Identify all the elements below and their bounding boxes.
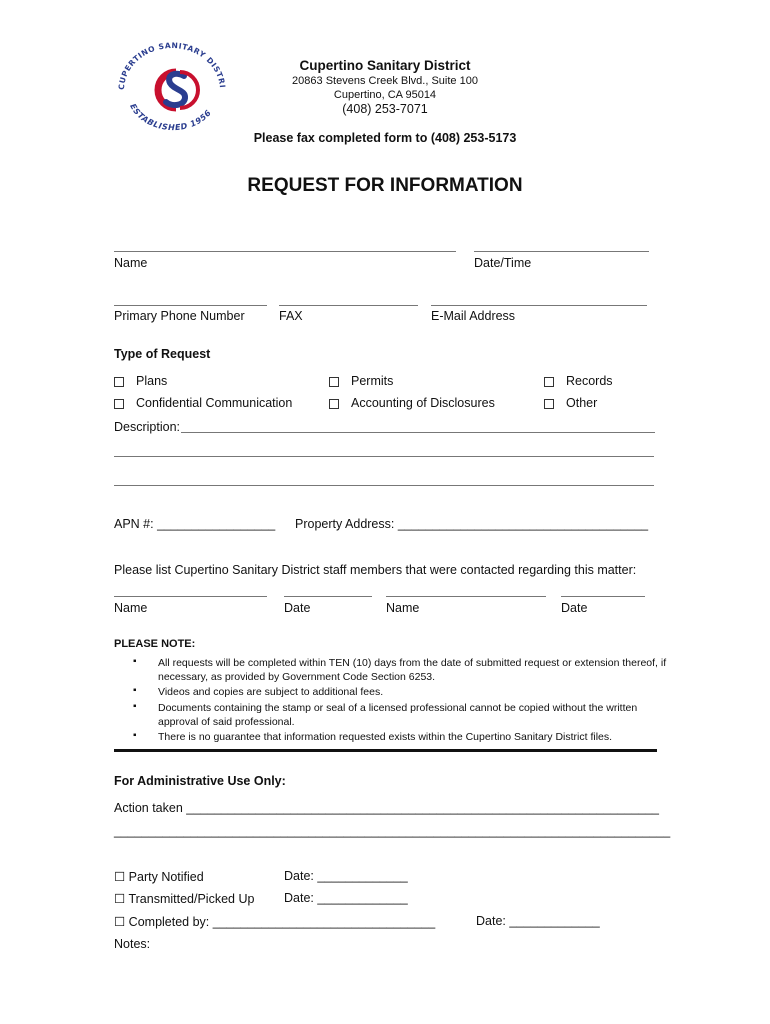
staff-date1-label: Date bbox=[284, 601, 311, 615]
property-address-field[interactable]: Property Address: ____________________________________ bbox=[295, 517, 649, 531]
fax-label: FAX bbox=[279, 309, 303, 323]
staff-date2-field[interactable] bbox=[561, 596, 645, 597]
address-line2: Cupertino, CA 95014 bbox=[333, 89, 437, 101]
other-checkbox[interactable] bbox=[544, 399, 554, 409]
datetime-field[interactable] bbox=[474, 251, 649, 252]
note-bullet: ▪ bbox=[133, 701, 137, 712]
accounting-checkbox[interactable] bbox=[329, 399, 339, 409]
staff-prompt: Please list Cupertino Sanitary District staff members that were contacted regarding this matter: bbox=[114, 563, 637, 577]
email-label: E-Mail Address bbox=[431, 309, 516, 323]
please-note-heading: PLEASE NOTE: bbox=[114, 638, 196, 650]
staff-date1-field[interactable] bbox=[284, 596, 372, 597]
completed-by-field[interactable]: ☐ Completed by: ________________________________ bbox=[114, 915, 436, 929]
datetime-label: Date/Time bbox=[474, 256, 532, 270]
confidential-label: Confidential Communication bbox=[136, 396, 293, 410]
note-item-2: Videos and copies are subject to additional fees. bbox=[158, 686, 384, 698]
action-taken-line-2[interactable]: ________________________________________________________________________________ bbox=[114, 824, 671, 838]
note-item-3: Documents containing the stamp or seal of a licensed professional cannot be copied without the written approval of said professional. bbox=[158, 702, 638, 728]
records-checkbox[interactable] bbox=[544, 377, 554, 387]
admin-divider bbox=[114, 749, 657, 752]
logo-arc-bottom: ESTABLISHED 1956 bbox=[128, 102, 214, 133]
staff-date2-label: Date bbox=[561, 601, 588, 615]
name-field[interactable] bbox=[114, 251, 456, 252]
note-item-4: There is no guarantee that information requested exists within the Cupertino Sanitary District files. bbox=[158, 731, 613, 743]
permits-label: Permits bbox=[351, 374, 394, 388]
description-line-3[interactable] bbox=[114, 485, 654, 486]
org-phone: (408) 253-7071 bbox=[342, 102, 428, 116]
staff-name2-label: Name bbox=[386, 601, 420, 615]
fax-instruction: Please fax completed form to (408) 253-5173 bbox=[253, 131, 517, 145]
name-label: Name bbox=[114, 256, 148, 270]
accounting-label: Accounting of Disclosures bbox=[351, 396, 495, 410]
note-bullet: ▪ bbox=[133, 730, 137, 741]
action-taken-field[interactable]: Action taken ____________________________________________________________________ bbox=[114, 801, 659, 815]
note-bullet: ▪ bbox=[133, 656, 137, 667]
description-field[interactable] bbox=[181, 432, 655, 433]
email-field[interactable] bbox=[431, 305, 647, 306]
apn-field[interactable]: APN #: _________________ bbox=[114, 517, 276, 531]
party-notified-date-field[interactable]: Date: _____________ bbox=[284, 869, 408, 883]
staff-name1-label: Name bbox=[114, 601, 148, 615]
description-label: Description: bbox=[114, 420, 180, 434]
transmitted-date-field[interactable]: Date: _____________ bbox=[284, 891, 408, 905]
staff-name1-field[interactable] bbox=[114, 596, 267, 597]
notes-label: Notes: bbox=[114, 937, 151, 951]
admin-heading: For Administrative Use Only: bbox=[114, 774, 286, 788]
page-title: REQUEST FOR INFORMATION bbox=[247, 175, 523, 196]
transmitted-checkbox[interactable]: ☐ Transmitted/Picked Up bbox=[114, 892, 255, 906]
records-label: Records bbox=[566, 374, 613, 388]
phone-field[interactable] bbox=[114, 305, 267, 306]
logo-arc-top: CUPERTINO SANITARY DISTRI bbox=[116, 40, 227, 91]
address-line1: 20863 Stevens Creek Blvd., Suite 100 bbox=[292, 75, 478, 87]
note-item-1: All requests will be completed within TEN (10) days from the date of submitted request or extension thereof, if necessary, as provided by Government Code Section 6253. bbox=[158, 657, 667, 683]
staff-name2-field[interactable] bbox=[386, 596, 546, 597]
note-bullet: ▪ bbox=[133, 685, 137, 696]
plans-checkbox[interactable] bbox=[114, 377, 124, 387]
confidential-checkbox[interactable] bbox=[114, 399, 124, 409]
party-notified-checkbox[interactable]: ☐ Party Notified bbox=[114, 870, 204, 884]
completed-date-field[interactable]: Date: _____________ bbox=[476, 914, 600, 928]
plans-label: Plans bbox=[136, 374, 168, 388]
type-of-request-heading: Type of Request bbox=[114, 347, 211, 361]
permits-checkbox[interactable] bbox=[329, 377, 339, 387]
fax-field[interactable] bbox=[279, 305, 418, 306]
description-line-2[interactable] bbox=[114, 456, 654, 457]
org-name: Cupertino Sanitary District bbox=[299, 58, 471, 73]
other-label: Other bbox=[566, 396, 598, 410]
phone-label: Primary Phone Number bbox=[114, 309, 245, 323]
